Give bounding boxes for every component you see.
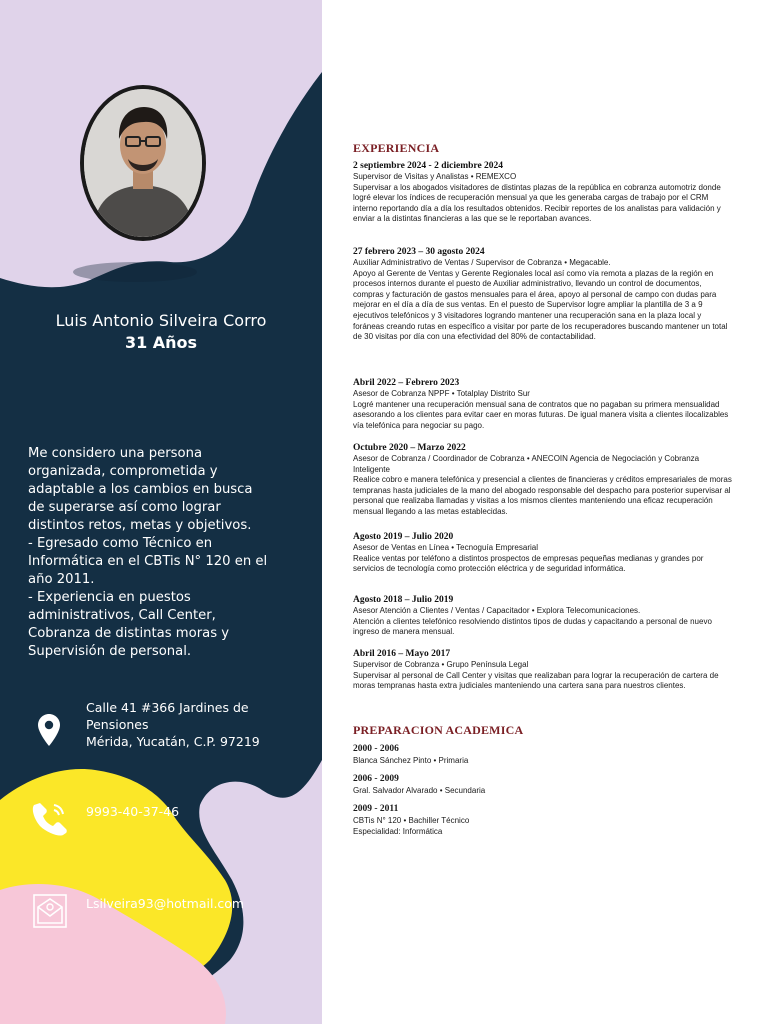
education-line: Blanca Sánchez Pinto • Primaria [353,756,469,765]
profile-summary [28,445,268,661]
job-date: Abril 2016 – Mayo 2017 [353,649,451,659]
email-address[interactable]: Lsilveira93@hotmail.com [86,896,245,911]
education-title: PREPARACION ACADEMICA [353,723,524,737]
person-name: Luis Antonio Silveira Corro [55,311,267,330]
job-role: Supervisor de Cobranza • Grupo Península Legal [353,660,529,669]
education-line: CBTis N° 120 • Bachiller Técnico [353,816,470,825]
education-entry [353,773,733,796]
address-line-2: Mérida, Yucatán, C.P. 97219 [86,734,260,749]
job-entry [353,377,733,431]
job-date: 2 septiembre 2024 - 2 diciembre 2024 [353,161,504,171]
job-role: Auxiliar Administrativo de Ventas / Supervisor de Cobranza • Megacable. [353,258,611,267]
location-pin-icon [38,714,60,746]
education-date: 2006 - 2009 [353,774,399,784]
job-date: 27 febrero 2023 – 30 agosto 2024 [353,247,485,257]
job-entry [353,648,733,692]
phone-icon [32,800,68,836]
job-description: Realice ventas por teléfono a distintos prospectos de empresas pequeñas medianas y grandes por servicios de tecnología como protección eléctrica y de seguridad informática. [353,553,704,574]
job-role: Asesor de Ventas en Línea • Tecnoguía Empresarial [353,543,538,552]
education-entry [353,803,733,837]
job-date: Agosto 2019 – Julio 2020 [353,532,454,542]
education-date: 2009 - 2011 [353,804,399,814]
education-date: 2000 - 2006 [353,744,399,754]
person-avatar-icon [84,89,202,237]
job-description: Apoyo al Gerente de Ventas y Gerente Regionales local así como vía remota a plazas de la región en procesos internos durante el puesto de Auxiliar administrativo, llevando un control de documentos, compras y facturación de gastos mensuales para el área, apoyo al personal de campo con dudas para mejorar en el día a día de sus ventas. En el puesto de Supervisor logre ampliar la plantilla de 3 a 9 ejecutivos telefónicos y 3 visitadores logrando mantener una recuperación sana en la plaza local y foráneas creando rutas en específico a visitar por parte de los recuperadores buscando mantener un total de 30 visitas por día con una efectividad del 80% de contactabilidad. [353,268,728,342]
profile-bullet-1: - Egresado como Técnico en Informática en el CBTis N° 120 en el año 2011. [28,536,268,587]
job-description: Realice cobro e manera telefónica y presencial a clientes de financieras y créditos empresariales de moras tempranas hasta judiciales de la mano del abogado responsable del despacho para posterior supervisar al personal que realizaba llamadas y visitas a los mismos clientes manteniendo una eficaz recuperación mensual llegando a las metas establecidas. [353,475,732,516]
job-role: Supervisor de Visitas y Analistas • REMEXCO [353,172,517,181]
envelope-icon [32,893,68,929]
education-line: Gral. Salvador Alvarado • Secundaria [353,786,486,795]
job-role: Asesor Atención a Clientes / Ventas / Capacitador • Explora Telecomunicaciones. [353,606,641,615]
experience-title: EXPERIENCIA [353,141,440,155]
job-date: Agosto 2018 – Julio 2019 [353,595,454,605]
job-date: Octubre 2020 – Marzo 2022 [353,443,466,453]
profile-photo [80,85,206,241]
name-block [0,310,322,354]
job-description: Supervisar al personal de Call Center y visitas que realizaban para lograr la recuperación de cartera de moras tempranas hasta extra judiciales manteniendo una cartera sana para nuestros clientes. [353,670,719,691]
job-entry [353,246,733,343]
job-date: Abril 2022 – Febrero 2023 [353,378,460,388]
education-entry [353,743,733,766]
job-role: Asesor de Cobranza / Coordinador de Cobranza • ANECOIN Agencia de Negociación y Cobranza Inteligente [353,454,700,474]
sidebar [0,0,322,1024]
job-entry [353,160,733,225]
address [86,699,286,750]
job-description: Logré mantener una recuperación mensual sana de contratos que no pagaban su primera mensualidad asesorando a los clientes para evitar caer en moras futuras. De igual manera visita a clientes ilocalizables vía telefónica para negociar su pago. [353,399,729,430]
profile-bullet-2: - Experiencia en puestos administrativos, Call Center, Cobranza de distintas moras y Supervisión de personal. [28,590,230,659]
job-role: Asesor de Cobranza NPPF • Totalplay Distrito Sur [353,389,530,398]
address-line-1: Calle 41 #366 Jardines de Pensiones [86,700,249,732]
education-specialty: Especialidad: Informática [353,827,443,836]
job-description: Atención a clientes telefónico resolviendo distintos tipos de dudas y capacitando a personal de nuevo ingreso de manera mensual. [353,616,712,637]
job-entry [353,531,733,575]
profile-paragraph: Me considero una persona organizada, comprometida y adaptable a los cambios en busca de superarse así como lograr distintos retos, metas y objetivos. [28,446,253,533]
person-age: 31 Años [124,333,198,352]
phone-number[interactable]: 9993-40-37-46 [86,804,180,819]
job-description: Supervisar a los abogados visitadores de distintas plazas de la república en cobranza automotriz donde logré elevar los índices de recuperación mensual ya que les generaba cargas de trabajo por el CRM interno reportando día a día los resultados obtenidos. Recibir reportes de los analistas para validación y enviar a la distintas financieras a las que se le reportaban avances. [353,182,721,224]
job-entry [353,594,733,638]
job-entry [353,442,733,518]
